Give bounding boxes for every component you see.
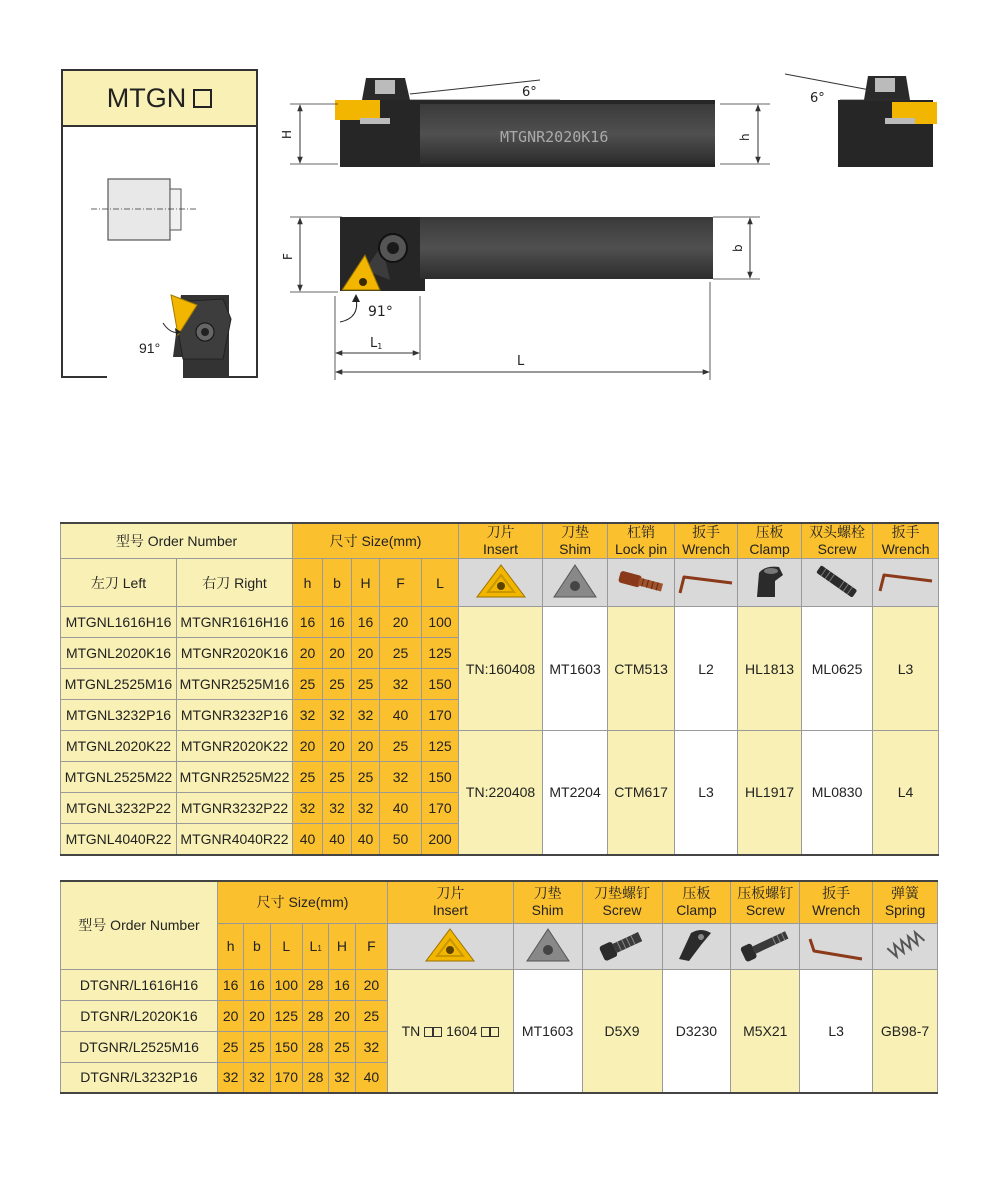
header-shim: 刀垫 Shim [543, 523, 608, 559]
cell-L1: 28 [303, 1000, 329, 1031]
cell-L: 170 [270, 1062, 302, 1093]
technical-drawing [270, 60, 950, 390]
cell-right: MTGNR3232P16 [177, 700, 293, 731]
shim-icon [550, 561, 600, 601]
wrench-pic [800, 923, 873, 969]
tool-marking: MTGNR2020K16 [500, 128, 609, 146]
cell-F: 32 [380, 762, 422, 793]
cell-clamp: HL1917 [738, 731, 802, 855]
cell-h: 25 [293, 669, 323, 700]
cell-L1: 28 [303, 1062, 329, 1093]
cell-b: 32 [323, 700, 352, 731]
cell-model: DTGNR/L1616H16 [61, 969, 218, 1000]
cell-L: 150 [422, 669, 459, 700]
cell-L1: 28 [303, 969, 329, 1000]
cell-model: DTGNR/L2020K16 [61, 1000, 218, 1031]
cell-shim: MT2204 [543, 731, 608, 855]
insert-icon [420, 925, 480, 965]
dtgn-table [60, 880, 938, 1094]
side-view [280, 78, 715, 167]
workpiece-step [170, 189, 181, 230]
cell-insert: TN:220408 [459, 731, 543, 855]
cell-h: 16 [217, 969, 243, 1000]
clamp-pic [738, 559, 802, 607]
cell-model: DTGNR/L2525M16 [61, 1031, 218, 1062]
insert-pic [459, 559, 543, 607]
screw-icon [807, 561, 867, 601]
angle-top-right: 6° [810, 91, 825, 106]
inset-diagram [63, 127, 256, 378]
cell-b: 40 [323, 824, 352, 855]
header-dim-b: b [244, 923, 270, 969]
cell-L: 170 [422, 700, 459, 731]
table-row [61, 607, 939, 638]
cell-b: 32 [244, 1062, 270, 1093]
cell-wrench: L3 [800, 969, 873, 1093]
cell-F: 25 [380, 638, 422, 669]
end-view [720, 74, 937, 167]
angle-top-left: 6° [522, 85, 537, 100]
dim-h: h [738, 133, 752, 141]
cell-right: MTGNR1616H16 [177, 607, 293, 638]
cell-h: 40 [293, 824, 323, 855]
header-shim: 刀垫 Shim [513, 881, 582, 923]
cell-right: MTGNR2020K22 [177, 731, 293, 762]
dim-b: b [731, 244, 745, 252]
cell-model: DTGNR/L3232P16 [61, 1062, 218, 1093]
cell-left: MTGNL2020K22 [61, 731, 177, 762]
cell-L1: 28 [303, 1031, 329, 1062]
cell-F: 40 [380, 793, 422, 824]
header-clamp-screw: 压板螺钉 Screw [731, 881, 800, 923]
cell-b: 20 [244, 1000, 270, 1031]
cell-b: 16 [323, 607, 352, 638]
cell-L: 100 [270, 969, 302, 1000]
wrench-pic [675, 559, 738, 607]
cell-L: 125 [422, 638, 459, 669]
screw-icon [592, 925, 652, 965]
dim-F: F [281, 253, 295, 260]
cell-F: 40 [380, 700, 422, 731]
cell-clamp: HL1813 [738, 607, 802, 731]
cell-left: MTGNL2525M16 [61, 669, 177, 700]
clamp-screw-pic [731, 923, 800, 969]
top-view [281, 217, 760, 380]
header-insert: 刀片 Insert [388, 881, 514, 923]
header-wrench-2: 扳手 Wrench [873, 523, 939, 559]
cell-H: 32 [352, 700, 380, 731]
cell-shim: MT1603 [543, 607, 608, 731]
shim-pic [543, 559, 608, 607]
table-row [61, 731, 939, 762]
cell-left: MTGNL2020K16 [61, 638, 177, 669]
cell-shim: MT1603 [513, 969, 582, 1093]
cell-left: MTGNL3232P22 [61, 793, 177, 824]
wrench-icon [676, 561, 736, 601]
header-order-number: 型号 Order Number [61, 523, 293, 559]
cell-right: MTGNR2525M16 [177, 669, 293, 700]
lock-pin-icon [611, 561, 671, 601]
cell-screw: ML0625 [802, 607, 873, 731]
dim-L1: L1 [370, 336, 383, 351]
wrench-icon [806, 925, 866, 965]
header-dim-H: H [352, 559, 380, 607]
angle-bottom: 91° [368, 304, 393, 320]
table-row [61, 969, 938, 1000]
workpiece-shape [108, 179, 170, 240]
cell-H: 25 [329, 1031, 355, 1062]
cell-H: 25 [352, 762, 380, 793]
header-right: 右刀 Right [177, 559, 293, 607]
mtgn-table [60, 522, 939, 856]
cell-L: 150 [270, 1031, 302, 1062]
cell-clamp: D3230 [662, 969, 731, 1093]
cell-H: 40 [352, 824, 380, 855]
wrench-icon [876, 561, 936, 601]
cell-h: 20 [217, 1000, 243, 1031]
header-wrench: 扳手 Wrench [800, 881, 873, 923]
cell-right: MTGNR4040R22 [177, 824, 293, 855]
cell-b: 25 [244, 1031, 270, 1062]
cell-h: 25 [217, 1031, 243, 1062]
cell-screw: ML0830 [802, 731, 873, 855]
cell-wrench: L3 [675, 731, 738, 855]
header-screw: 双头螺栓 Screw [802, 523, 873, 559]
inset-angle: 91° [139, 340, 161, 356]
cell-L: 125 [422, 731, 459, 762]
cell-F: 20 [355, 969, 387, 1000]
code-title [63, 71, 256, 127]
cell-wrench-2: L4 [873, 731, 939, 855]
cell-L: 170 [422, 793, 459, 824]
header-lock-pin: 杠销 Lock pin [608, 523, 675, 559]
insert-icon [471, 561, 531, 601]
dim-L: L [517, 354, 525, 369]
header-dim-h: h [217, 923, 243, 969]
top-shank [420, 217, 713, 279]
cell-h: 20 [293, 731, 323, 762]
header-dim-L: L [422, 559, 459, 607]
header-size: 尺寸 Size(mm) [293, 523, 459, 559]
header-order-number: 型号 Order Number [61, 881, 218, 969]
cell-H: 32 [329, 1062, 355, 1093]
header-left: 左刀 Left [61, 559, 177, 607]
cell-H: 32 [352, 793, 380, 824]
header-dim-L1: L1 [303, 923, 329, 969]
cell-wrench: L2 [675, 607, 738, 731]
cell-h: 25 [293, 762, 323, 793]
header-shim-screw: 刀垫螺钉 Screw [582, 881, 662, 923]
cell-H: 16 [329, 969, 355, 1000]
cell-insert: TN 1604 [388, 969, 514, 1093]
cell-F: 25 [380, 731, 422, 762]
header-dim-L: L [270, 923, 302, 969]
shim-screw-pic [582, 923, 662, 969]
square-icon [193, 89, 212, 108]
cell-h: 32 [293, 700, 323, 731]
spring-pic [873, 923, 938, 969]
cell-b: 16 [244, 969, 270, 1000]
shim-icon [523, 925, 573, 965]
header-insert: 刀片 Insert [459, 523, 543, 559]
cell-h: 20 [293, 638, 323, 669]
cell-L: 150 [422, 762, 459, 793]
cell-L: 125 [270, 1000, 302, 1031]
header-dim-F: F [355, 923, 387, 969]
cell-right: MTGNR3232P22 [177, 793, 293, 824]
cell-F: 40 [355, 1062, 387, 1093]
header-dim-H: H [329, 923, 355, 969]
header-size: 尺寸 Size(mm) [217, 881, 387, 923]
cell-h: 16 [293, 607, 323, 638]
header-dim-F: F [380, 559, 422, 607]
clamp-icon [745, 561, 795, 601]
cell-H: 20 [352, 638, 380, 669]
header-clamp: 压板 Clamp [662, 881, 731, 923]
lock-pin-pic [608, 559, 675, 607]
cell-right: MTGNR2525M22 [177, 762, 293, 793]
header-clamp: 压板 Clamp [738, 523, 802, 559]
header-dim-b: b [323, 559, 352, 607]
cell-L: 200 [422, 824, 459, 855]
clamp-pic [662, 923, 731, 969]
dim-H: H [280, 129, 294, 139]
wrench-2-pic [873, 559, 939, 607]
header-dim-h: h [293, 559, 323, 607]
cell-b: 32 [323, 793, 352, 824]
cell-clamp-screw: M5X21 [731, 969, 800, 1093]
cell-left: MTGNL2525M22 [61, 762, 177, 793]
cell-F: 25 [355, 1000, 387, 1031]
spring-icon [880, 925, 930, 965]
insert-pic [388, 923, 514, 969]
cell-F: 50 [380, 824, 422, 855]
cell-F: 32 [355, 1031, 387, 1062]
code-box [61, 69, 258, 378]
cell-H: 20 [329, 1000, 355, 1031]
cell-F: 32 [380, 669, 422, 700]
clamp-icon [671, 925, 721, 965]
screw-icon [735, 925, 795, 965]
header-wrench: 扳手 Wrench [675, 523, 738, 559]
cell-H: 25 [352, 669, 380, 700]
cell-shim-screw: D5X9 [582, 969, 662, 1093]
screw-pic [802, 559, 873, 607]
cell-lock-pin: CTM617 [608, 731, 675, 855]
cell-right: MTGNR2020K16 [177, 638, 293, 669]
header-spring: 弹簧 Spring [873, 881, 938, 923]
shim-pic [513, 923, 582, 969]
cell-b: 25 [323, 762, 352, 793]
cell-H: 20 [352, 731, 380, 762]
cell-left: MTGNL1616H16 [61, 607, 177, 638]
cell-left: MTGNL3232P16 [61, 700, 177, 731]
cell-b: 25 [323, 669, 352, 700]
code-text: MTGN [106, 82, 187, 113]
cell-lock-pin: CTM513 [608, 607, 675, 731]
cell-L: 100 [422, 607, 459, 638]
cell-h: 32 [217, 1062, 243, 1093]
side-insert-icon [335, 100, 380, 120]
cell-left: MTGNL4040R22 [61, 824, 177, 855]
cell-H: 16 [352, 607, 380, 638]
cell-b: 20 [323, 731, 352, 762]
cell-spring: GB98-7 [873, 969, 938, 1093]
cell-wrench-2: L3 [873, 607, 939, 731]
cell-insert: TN:160408 [459, 607, 543, 731]
cell-h: 32 [293, 793, 323, 824]
cell-b: 20 [323, 638, 352, 669]
cell-F: 20 [380, 607, 422, 638]
